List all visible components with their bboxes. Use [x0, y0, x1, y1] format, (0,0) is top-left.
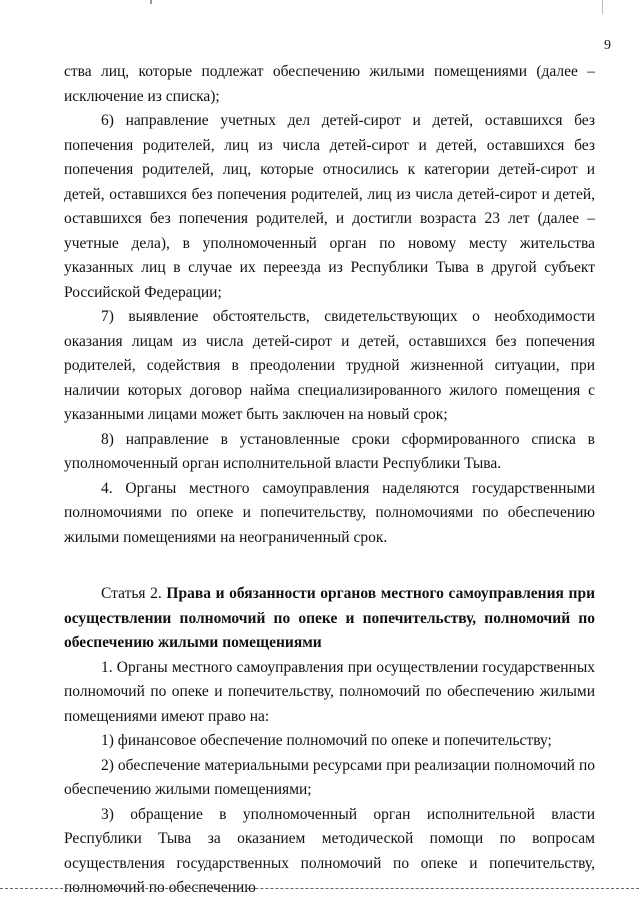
paragraph-right-3: 3) обращение в уполномоченный орган исполнительной власти Республики Тыва за оказанием методической помощи по вопросам осуществления государственных полномочий по опеке и попечительству, полномочий по обеспечению	[64, 805, 595, 896]
paragraph-right-1: 1) финансовое обеспечение полномочий по опеке и попечительству;	[101, 732, 552, 749]
document-body	[64, 60, 595, 901]
paragraph-item-7: 7) выявление обстоятельств, свидетельствующих о необходимости оказания лицам из числа детей-сирот и детей, оставшихся без попечения родителей, содействия в преодолении трудной жизненной ситуации, при наличии которых договор найма специализированного жилого помещения с указанными лицами может быть заключен на новый срок;	[64, 308, 595, 423]
paragraph-item-6: 6) направление учетных дел детей-сирот и детей, оставшихся без попечения родителей, лиц из числа детей-сирот и детей, оставшихся без попечения родителей, лиц, которые относились к категории детей-сирот и детей, оставшихся без попечения родителей, лиц из числа детей-сирот и детей, оставшихся без попечения родителей, и достигли возраста 23 лет (далее – учетные дела), в уполномоченный орган по новому месту жительства указанных лиц в случае их переезда из Республики Тыва в другой субъект Российской Федерации;	[64, 112, 595, 301]
paragraph-continuation: ства лиц, которые подлежат обеспечению жилыми помещениями (далее – исключение из списка);	[64, 63, 595, 105]
paragraph-clause-1: 1. Органы местного самоуправления при осуществлении государственных полномочий по опеке и попечительству, полномочий по обеспечению жилыми помещениями имеют право на:	[64, 658, 595, 725]
article-number: Статья 2.	[101, 585, 167, 602]
page-bottom-edge	[0, 888, 639, 889]
page-number: 9	[604, 38, 611, 53]
paragraph-clause-4: 4. Органы местного самоуправления наделяются государственными полномочиями по опеке и попечительству, полномочиями по обеспечению жилыми помещениями на неограниченный срок.	[64, 479, 595, 546]
scan-mark-top	[150, 0, 152, 4]
paragraph-right-2: 2) обеспечение материальными ресурсами при реализации полномочий по обеспечению жилыми помещениями;	[64, 756, 595, 798]
article-heading	[64, 582, 595, 656]
scan-mark-top-right	[602, 0, 603, 14]
paragraph-item-8: 8) направление в установленные сроки сформированного списка в уполномоченный орган исполнительной власти Республики Тыва.	[64, 430, 595, 472]
article-title: Права и обязанности органов местного самоуправления при осуществлении полномочий по опеке и попечительству, полномочий по обеспечению жилыми помещениями	[64, 585, 595, 651]
